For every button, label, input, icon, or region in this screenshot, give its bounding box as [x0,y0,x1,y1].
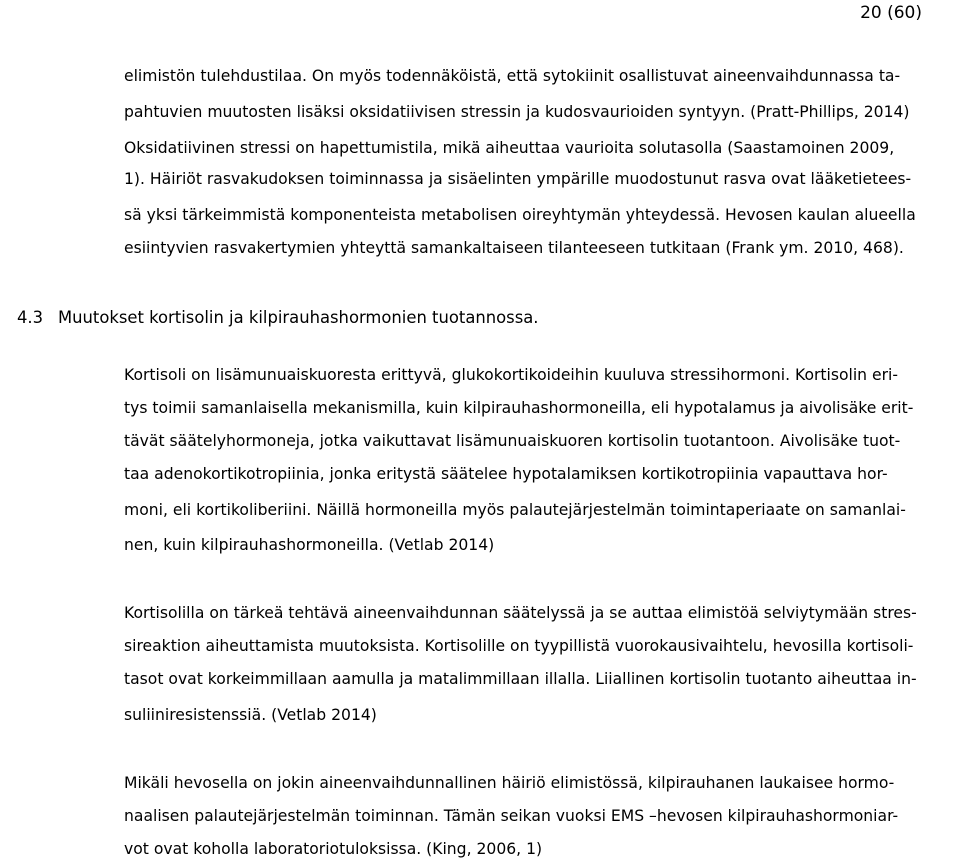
page-number: 20 (60) [860,3,922,23]
text-line: naalisen palautejärjestelmän toiminnan. Tämän seikan vuoksi EMS –hevosen kilpirauhashormoniar- [124,807,899,825]
section-heading [17,308,539,328]
text-line: sireaktion aiheuttamista muutoksista. Kortisolille on tyypillistä vuorokausivaihtelu, hevosilla kortisoli- [124,637,914,655]
text-line: esiintyvien rasvakertymien yhteyttä samankaltaiseen tilanteeseen tutkitaan (Frank ym. 2010, 468). [124,239,904,257]
text-line: taa adenokortikotropiinia, jonka eritystä säätelee hypotalamiksen kortikotropiinia vapauttava hor- [124,465,888,483]
text-line: moni, eli kortikoliberiini. Näillä hormoneilla myös palautejärjestelmän toimintaperiaate on samanlai- [124,501,906,519]
text-line: 1). Häiriöt rasvakudoksen toiminnassa ja sisäelinten ympärille muodostunut rasva ovat lääketietees- [124,170,912,188]
text-line: tävät säätelyhormoneja, jotka vaikuttavat lisämunuaiskuoren kortisolin tuotantoon. Aivolisäke tuot- [124,432,901,450]
section-title: Muutokset kortisolin ja kilpirauhashormonien tuotannossa. [58,308,539,327]
text-line: tys toimii samanlaisella mekanismilla, kuin kilpirauhashormoneilla, eli hypotalamus ja aivolisäke erit- [124,399,914,417]
text-line: Mikäli hevosella on jokin aineenvaihdunnallinen häiriö elimistössä, kilpirauhanen laukaisee hormo- [124,774,895,792]
text-line: tasot ovat korkeimmillaan aamulla ja matalimmillaan illalla. Liiallinen kortisolin tuotanto aiheuttaa in- [124,670,917,688]
text-line: pahtuvien muutosten lisäksi oksidatiivisen stressin ja kudosvaurioiden syntyyn. (Pratt-Phillips, 2014) [124,103,910,121]
text-line: Kortisolilla on tärkeä tehtävä aineenvaihdunnan säätelyssä ja se auttaa elimistöä selviytymään stres- [124,604,917,622]
section-number: 4.3 [17,308,44,327]
text-line: vot ovat koholla laboratoriotuloksissa. (King, 2006, 1) [124,840,543,858]
text-line: nen, kuin kilpirauhashormoneilla. (Vetlab 2014) [124,536,495,554]
text-line: Kortisoli on lisämunuaiskuoresta erittyvä, glukokortikoideihin kuuluva stressihormoni. Kortisolin eri- [124,366,898,384]
text-line: Oksidatiivinen stressi on hapettumistila, mikä aiheuttaa vaurioita solutasolla (Saastamoinen 2009, [124,139,895,157]
text-line: sä yksi tärkeimmistä komponenteista metabolisen oireyhtymän yhteydessä. Hevosen kaulan alueella [124,206,916,224]
text-line: suliiniresistenssiä. (Vetlab 2014) [124,706,377,724]
text-line: elimistön tulehdustilaa. On myös todennäköistä, että sytokiinit osallistuvat aineenvaihdunnassa ta- [124,67,901,85]
